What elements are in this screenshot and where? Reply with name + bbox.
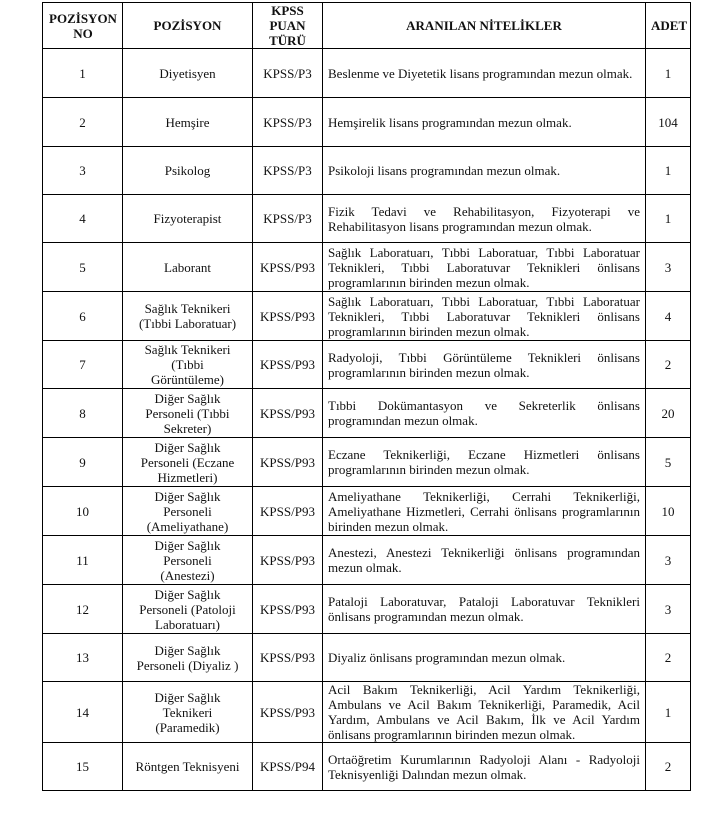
header-position-no: [43, 3, 123, 49]
position-no-cell: 5: [43, 243, 123, 292]
kpss-type-cell: KPSS/P93: [253, 682, 323, 743]
qualification-cell: Hemşirelik lisans programından mezun olmak.: [323, 98, 646, 147]
count-cell: 10: [646, 487, 691, 536]
position-no-cell: 11: [43, 536, 123, 585]
qualification-cell: Sağlık Laboratuarı, Tıbbi Laboratuar, Tıbbi Laboratuar Teknikleri, Tıbbi Laboratuvar Teknikleri önlisans programlarının birinden mezun olmak.: [323, 292, 646, 341]
qualification-cell: Psikoloji lisans programından mezun olmak.: [323, 147, 646, 195]
position-no-cell: 15: [43, 743, 123, 791]
position-name-cell: Diyetisyen: [123, 49, 253, 98]
kpss-type-cell: KPSS/P93: [253, 438, 323, 487]
position-name-cell: Fizyoterapist: [123, 195, 253, 243]
position-name-cell: Laborant: [123, 243, 253, 292]
count-cell: 5: [646, 438, 691, 487]
position-no-cell: 4: [43, 195, 123, 243]
table-row: [43, 389, 691, 438]
position-name-cell: Sağlık Teknikeri (Tıbbi Görüntüleme): [123, 341, 253, 389]
table-row: [43, 438, 691, 487]
position-name-cell: Röntgen Teknisyeni: [123, 743, 253, 791]
position-name-cell: Hemşire: [123, 98, 253, 147]
kpss-type-cell: KPSS/P3: [253, 49, 323, 98]
position-no-cell: 13: [43, 634, 123, 682]
kpss-type-cell: KPSS/P93: [253, 389, 323, 438]
table-row: [43, 243, 691, 292]
position-no-cell: 1: [43, 49, 123, 98]
table-row: [43, 195, 691, 243]
table-row: [43, 147, 691, 195]
position-name-cell: Diğer Sağlık Personeli (Ameliyathane): [123, 487, 253, 536]
table-row: [43, 743, 691, 791]
table-row: [43, 682, 691, 743]
position-name-cell: Psikolog: [123, 147, 253, 195]
kpss-type-cell: KPSS/P3: [253, 147, 323, 195]
qualification-cell: Ameliyathane Teknikerliği, Cerrahi Teknikerliği, Ameliyathane Hizmetleri, Cerrahi önlisans programlarının birinden mezun olmak.: [323, 487, 646, 536]
position-no-cell: 8: [43, 389, 123, 438]
kpss-type-cell: KPSS/P93: [253, 243, 323, 292]
position-name-cell: Diğer Sağlık Personeli (Tıbbi Sekreter): [123, 389, 253, 438]
table-row: [43, 341, 691, 389]
count-cell: 3: [646, 585, 691, 634]
qualification-cell: Fizik Tedavi ve Rehabilitasyon, Fizyoterapi ve Rehabilitasyon lisans programından mezun olmak.: [323, 195, 646, 243]
table-row: [43, 487, 691, 536]
qualification-cell: Diyaliz önlisans programından mezun olmak.: [323, 634, 646, 682]
position-name-cell: Diğer Sağlık Personeli (Patoloji Laboratuarı): [123, 585, 253, 634]
position-name-cell: Diğer Sağlık Teknikeri (Paramedik): [123, 682, 253, 743]
count-cell: 1: [646, 195, 691, 243]
qualification-cell: Sağlık Laboratuarı, Tıbbi Laboratuar, Tıbbi Laboratuar Teknikleri, Tıbbi Laboratuvar Teknikleri önlisans programlarının birinden mezun olmak.: [323, 243, 646, 292]
count-cell: 3: [646, 243, 691, 292]
count-cell: 1: [646, 682, 691, 743]
position-name-cell: Diğer Sağlık Personeli (Diyaliz ): [123, 634, 253, 682]
count-cell: 20: [646, 389, 691, 438]
qualification-cell: Anestezi, Anestezi Teknikerliği önlisans programından mezun olmak.: [323, 536, 646, 585]
kpss-type-cell: KPSS/P3: [253, 98, 323, 147]
qualification-cell: Acil Bakım Teknikerliği, Acil Yardım Teknikerliği, Ambulans ve Acil Bakım Teknikerliği, Paramedik, Acil Yardım, Ambulans ve Acil Bakım, İlk ve Acil Yardım önlisans programlarının birinden mezun olmak.: [323, 682, 646, 743]
position-no-cell: 2: [43, 98, 123, 147]
count-cell: 1: [646, 147, 691, 195]
qualification-cell: Eczane Teknikerliği, Eczane Hizmetleri önlisans programlarının birinden mezun olmak.: [323, 438, 646, 487]
position-name-cell: Diğer Sağlık Personeli (Anestezi): [123, 536, 253, 585]
count-cell: 4: [646, 292, 691, 341]
position-no-cell: 10: [43, 487, 123, 536]
kpss-type-cell: KPSS/P3: [253, 195, 323, 243]
qualification-cell: Ortaöğretim Kurumlarının Radyoloji Alanı - Radyoloji Teknisyenliği Dalından mezun olmak.: [323, 743, 646, 791]
table-row: [43, 98, 691, 147]
count-cell: 2: [646, 341, 691, 389]
header-count: ADET: [646, 3, 691, 49]
header-qualifications: ARANILAN NİTELİKLER: [323, 3, 646, 49]
header-position-no-label: POZİSYON NO: [49, 10, 117, 41]
count-cell: 104: [646, 98, 691, 147]
count-cell: 1: [646, 49, 691, 98]
table-row: [43, 292, 691, 341]
table-header-row: [43, 3, 691, 49]
position-name-cell: Diğer Sağlık Personeli (Eczane Hizmetleri): [123, 438, 253, 487]
table-row: [43, 536, 691, 585]
position-no-cell: 12: [43, 585, 123, 634]
position-name-cell: Sağlık Teknikeri (Tıbbi Laboratuar): [123, 292, 253, 341]
kpss-type-cell: KPSS/P93: [253, 634, 323, 682]
count-cell: 2: [646, 634, 691, 682]
kpss-type-cell: KPSS/P94: [253, 743, 323, 791]
kpss-type-cell: KPSS/P93: [253, 487, 323, 536]
table-row: [43, 585, 691, 634]
kpss-type-cell: KPSS/P93: [253, 341, 323, 389]
table-row: [43, 49, 691, 98]
kpss-type-cell: KPSS/P93: [253, 536, 323, 585]
count-cell: 2: [646, 743, 691, 791]
position-no-cell: 9: [43, 438, 123, 487]
position-no-cell: 6: [43, 292, 123, 341]
position-no-cell: 3: [43, 147, 123, 195]
table-row: [43, 634, 691, 682]
positions-table: [42, 2, 691, 791]
header-position: POZİSYON: [123, 3, 253, 49]
header-kpss-type: [253, 3, 323, 49]
position-no-cell: 7: [43, 341, 123, 389]
position-no-cell: 14: [43, 682, 123, 743]
qualification-cell: Beslenme ve Diyetetik lisans programından mezun olmak.: [323, 49, 646, 98]
qualification-cell: Radyoloji, Tıbbi Görüntüleme Teknikleri önlisans programlarının birinden mezun olmak.: [323, 341, 646, 389]
qualification-cell: Pataloji Laboratuvar, Pataloji Laboratuvar Teknikleri önlisans programından mezun olmak.: [323, 585, 646, 634]
qualification-cell: Tıbbi Dokümantasyon ve Sekreterlik önlisans programından mezun olmak.: [323, 389, 646, 438]
table-body: [43, 49, 691, 791]
header-kpss-type-label: KPSS PUAN TÜRÜ: [269, 3, 306, 48]
count-cell: 3: [646, 536, 691, 585]
kpss-type-cell: KPSS/P93: [253, 585, 323, 634]
kpss-type-cell: KPSS/P93: [253, 292, 323, 341]
